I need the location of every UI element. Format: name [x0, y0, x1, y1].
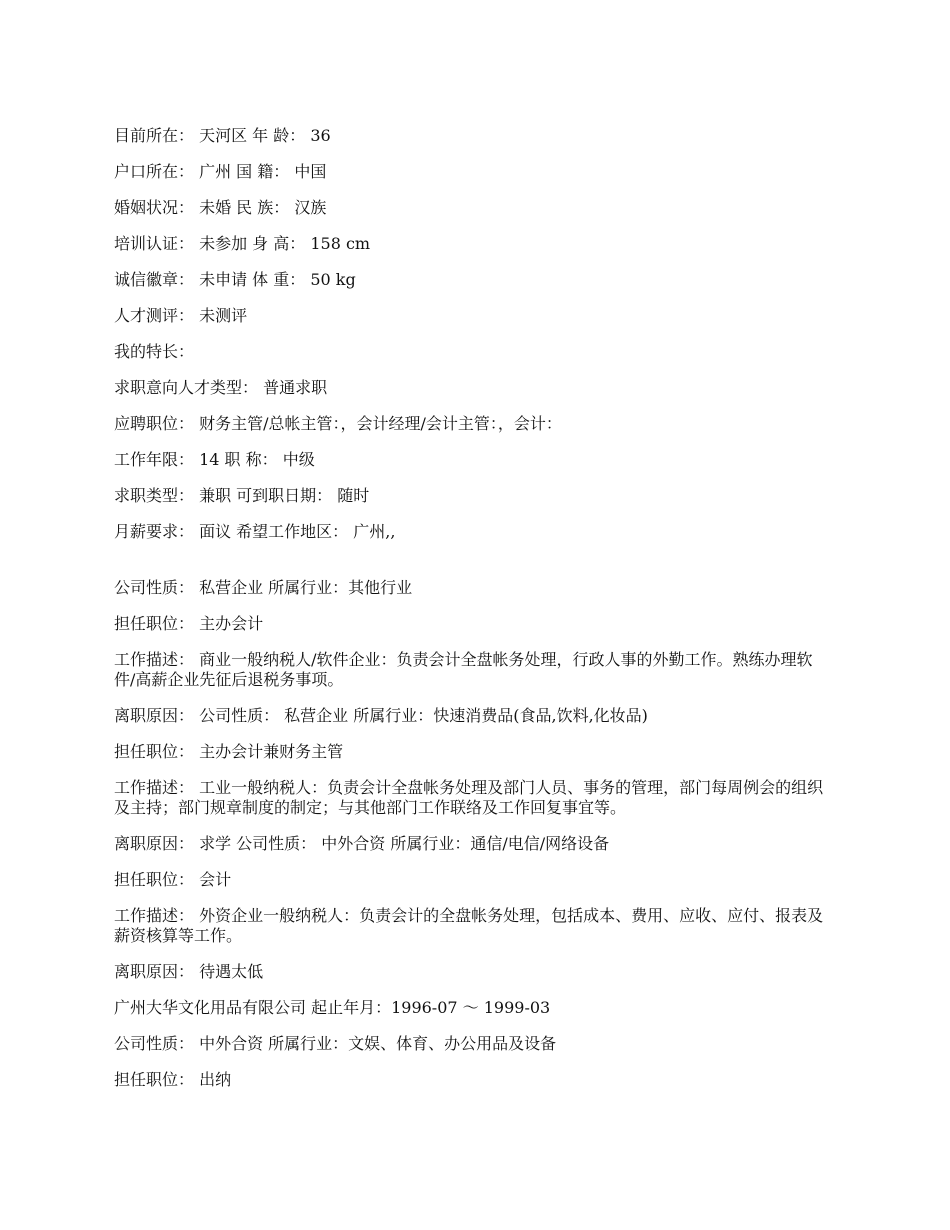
company-nature-1: 公司性质： 私营企业 所属行业：其他行业	[114, 578, 413, 597]
applied-positions: 应聘职位： 财务主管/总帐主管：，会计经理/会计主管：，会计：	[114, 414, 562, 433]
marital-ethnicity: 婚姻状况： 未婚 民 族： 汉族	[114, 198, 327, 217]
current-location-age: 目前所在： 天河区 年 龄： 36	[114, 126, 331, 145]
work-years-title: 工作年限： 14 职 称： 中级	[114, 450, 315, 469]
job-description-1: 工作描述： 商业一般纳税人/软件企业：负责会计全盘帐务处理，行政人事的外勤工作。熟练办理软件/高薪企业先征后退税务事项。	[114, 650, 813, 689]
position-1: 担任职位： 主办会计	[114, 614, 264, 633]
specialties: 我的特长：	[114, 342, 195, 361]
leave-reason-3: 离职原因： 待遇太低	[114, 962, 264, 981]
job-description-3: 工作描述： 外资企业一般纳税人：负责会计的全盘帐务处理，包括成本、费用、应收、应付、报表及薪资核算等工作。	[114, 906, 824, 945]
job-intent-type: 求职意向人才类型： 普通求职	[114, 378, 328, 397]
resume-document	[114, 126, 830, 1106]
hukou-nationality: 户口所在： 广州 国 籍： 中国	[114, 162, 327, 181]
badge-weight: 诚信徽章： 未申请 体 重： 50 kg	[114, 270, 356, 289]
job-description-2: 工作描述： 工业一般纳税人：负责会计全盘帐务处理及部门人员、事务的管理，部门每周例会的组织及主持；部门规章制度的制定；与其他部门工作联络及工作回复事宜等。	[114, 778, 824, 817]
training-height: 培训认证： 未参加 身 高： 158 cm	[114, 234, 371, 253]
company-nature-dahua: 公司性质： 中外合资 所属行业：文娱、体育、办公用品及设备	[114, 1034, 557, 1053]
talent-assessment: 人才测评： 未测评	[114, 306, 248, 325]
position-3: 担任职位： 会计	[114, 870, 232, 889]
job-type-availability: 求职类型： 兼职 可到职日期： 随时	[114, 486, 370, 505]
salary-region: 月薪要求： 面议 希望工作地区： 广州,,	[114, 522, 396, 541]
position-2: 担任职位： 主办会计兼财务主管	[114, 742, 344, 761]
company-dahua-period: 广州大华文化用品有限公司 起止年月：1996-07 ～ 1999-03	[114, 998, 551, 1017]
leave-reason-2: 离职原因： 求学 公司性质： 中外合资 所属行业：通信/电信/网络设备	[114, 834, 610, 853]
leave-reason-1: 离职原因： 公司性质： 私营企业 所属行业：快速消费品(食品,饮料,化妆品)	[114, 706, 648, 725]
position-dahua: 担任职位： 出纳	[114, 1070, 232, 1089]
